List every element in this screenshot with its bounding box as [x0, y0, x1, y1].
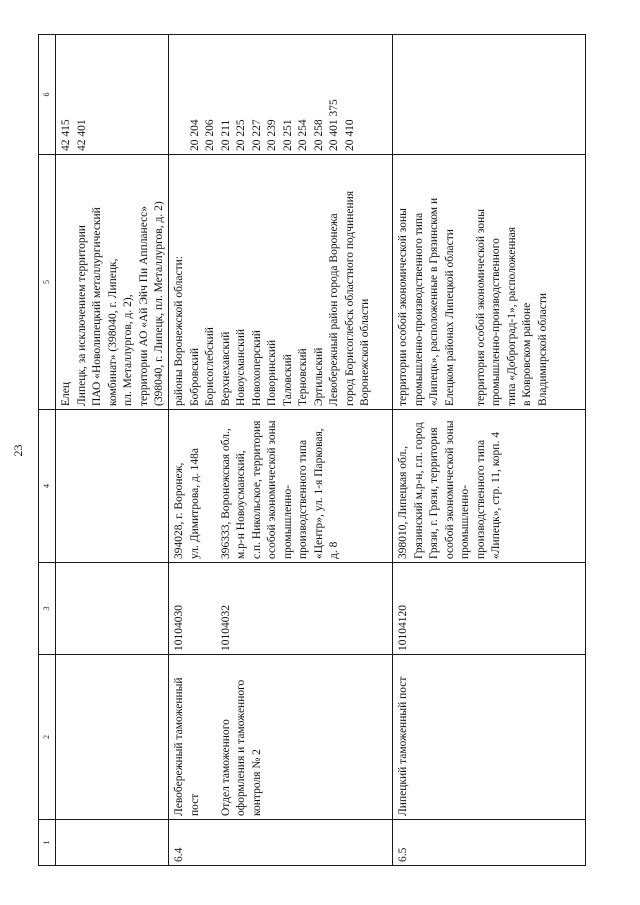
row-number-cell [56, 820, 169, 866]
text-line: Липецкий таможенный пост [397, 676, 409, 816]
address-cell [169, 410, 393, 563]
text-line: с.п. Никольское, территория [250, 420, 263, 559]
text-line: 20 211 [219, 119, 232, 151]
text-line: особой экономической зоны [443, 420, 456, 559]
text-line: Терновский [297, 348, 309, 406]
text-line: промышленно- [281, 484, 294, 559]
customs-posts-table [38, 34, 586, 866]
text-line: Таловский [281, 354, 294, 406]
text-line: территории АО «Ай Эйч Пи Аппланесс» [137, 205, 150, 406]
column-number: 4 [39, 410, 56, 563]
text-line: Верхнехавский [219, 331, 232, 406]
text-line: Левобережный таможенный [173, 677, 185, 816]
table-row [169, 35, 393, 866]
text-line: промышленно-производственного [490, 238, 502, 406]
text-line: Липецк, за исключением территории [75, 225, 88, 406]
column-numbers-row [39, 35, 56, 866]
text-line: Борисоглебский [204, 327, 216, 406]
text-line: м.р-н Новоусманский, [235, 450, 247, 559]
text-line: 20 258 [312, 119, 325, 151]
column-number: 3 [39, 563, 56, 655]
text-line: Левобережный район города Воронежа [328, 213, 340, 406]
text-line: Елецком районах Липецкой области [443, 229, 456, 406]
text-line: ПАО «Новолипецкий металлургический [91, 207, 103, 406]
post-name-cell [169, 655, 393, 820]
text-line: 20 401 375 [328, 99, 340, 151]
text-line: Эртильский [312, 347, 325, 406]
row-number-cell [169, 820, 393, 866]
text-line: промышленно- [459, 484, 471, 559]
text-line: Грязинский м.р-н, г.п. город [412, 422, 425, 559]
text-line: 42 401 [75, 119, 88, 151]
text-line: 20 204 [188, 119, 201, 151]
text-line: особой экономической зоны [266, 420, 278, 559]
text-line: (398040, г. Липецк, пл. Металлургов, д. 2) [153, 201, 165, 406]
text-line: в Ковровском районе [521, 302, 533, 406]
text-line: оформления и таможенного [235, 679, 247, 816]
text-line: Елец [60, 381, 72, 406]
text-line: «Центр», ул. 1-я Парковая, [312, 428, 325, 559]
text-line: производственного типа [297, 439, 309, 559]
text-line: территории особой экономической зоны [397, 208, 409, 406]
text-line: 10104030 [173, 605, 185, 651]
column-number: 2 [39, 655, 56, 820]
column-number: 5 [39, 155, 56, 410]
row-number: 6.5 [397, 847, 409, 862]
text-line: Отдел таможенного [219, 719, 232, 816]
row-number-cell [393, 820, 586, 866]
text-line: промышленно-производственного типа [412, 212, 425, 406]
text-line [172, 37, 188, 151]
column-number: 6 [39, 35, 56, 155]
post-name-cell [393, 655, 586, 820]
text-line: 20 225 [235, 119, 247, 151]
text-line: 396333, Воронежская обл., [219, 428, 232, 559]
row-number: 6.4 [173, 847, 185, 862]
text-line: Новохоперский [250, 330, 263, 406]
text-line: пост [188, 793, 201, 816]
text-line [203, 565, 219, 651]
text-line: ул. Димитрова, д. 148а [188, 448, 201, 559]
page-number: 23 [11, 444, 25, 457]
column-number: 1 [39, 820, 56, 866]
oktmo-cell [393, 35, 586, 155]
territory-cell [393, 155, 586, 410]
post-code-cell [393, 563, 586, 655]
text-line: Новоусманский [235, 328, 247, 406]
text-line: Бобровский [188, 347, 201, 406]
text-line [188, 565, 204, 651]
text-line: «Липецк», расположенные в Грязинском и [428, 197, 440, 406]
post-code-cell [169, 563, 393, 655]
text-line: Поворинский [266, 339, 278, 406]
text-line: 20 251 [281, 119, 294, 151]
text-line: пл. Металлургов, д. 2), [122, 294, 134, 406]
text-line: Грязи, г. Грязи, территория [428, 427, 440, 559]
text-line [458, 157, 474, 406]
text-line: производственного типа [474, 439, 487, 559]
text-line: территория особой экономической зоны [474, 209, 487, 406]
oktmo-cell [169, 35, 393, 155]
text-line: 10104120 [397, 605, 409, 651]
address-cell [56, 410, 169, 563]
text-line: 20 227 [250, 119, 263, 151]
text-line: контроля № 2 [250, 749, 263, 816]
text-line: д. 8 [328, 541, 340, 559]
text-line: 394028, г. Воронеж, [173, 462, 185, 559]
text-line: районы Воронежской области: [173, 256, 185, 406]
territory-cell [169, 155, 393, 410]
text-line: 20 410 [343, 119, 356, 151]
text-line [203, 412, 219, 559]
table-row [393, 35, 586, 866]
text-line: 398010, Липецкая обл., [397, 445, 409, 559]
text-line: город Борисоглебск областного подчинения [343, 190, 356, 406]
text-line: 20 239 [266, 119, 278, 151]
text-line: 10104032 [219, 605, 232, 651]
post-name-cell [56, 655, 169, 820]
text-line: 20 206 [204, 119, 216, 151]
text-line: 42 415 [60, 119, 72, 151]
text-line: типа «Доброград-1», расположенная [505, 226, 518, 406]
post-code-cell [56, 563, 169, 655]
text-line: «Липецк», стр. 11, корп. 4 [490, 432, 502, 559]
text-line: Воронежской области [359, 298, 371, 406]
text-line: комбинат» (398040, г. Липецк, [106, 258, 119, 406]
territory-cell [56, 155, 169, 410]
address-cell [393, 410, 586, 563]
text-line: 20 254 [297, 119, 309, 151]
table-row [56, 35, 169, 866]
text-line: Владимирской области [536, 292, 549, 406]
text-line [203, 657, 219, 816]
oktmo-cell [56, 35, 169, 155]
rotated-document-sheet [8, 35, 585, 866]
